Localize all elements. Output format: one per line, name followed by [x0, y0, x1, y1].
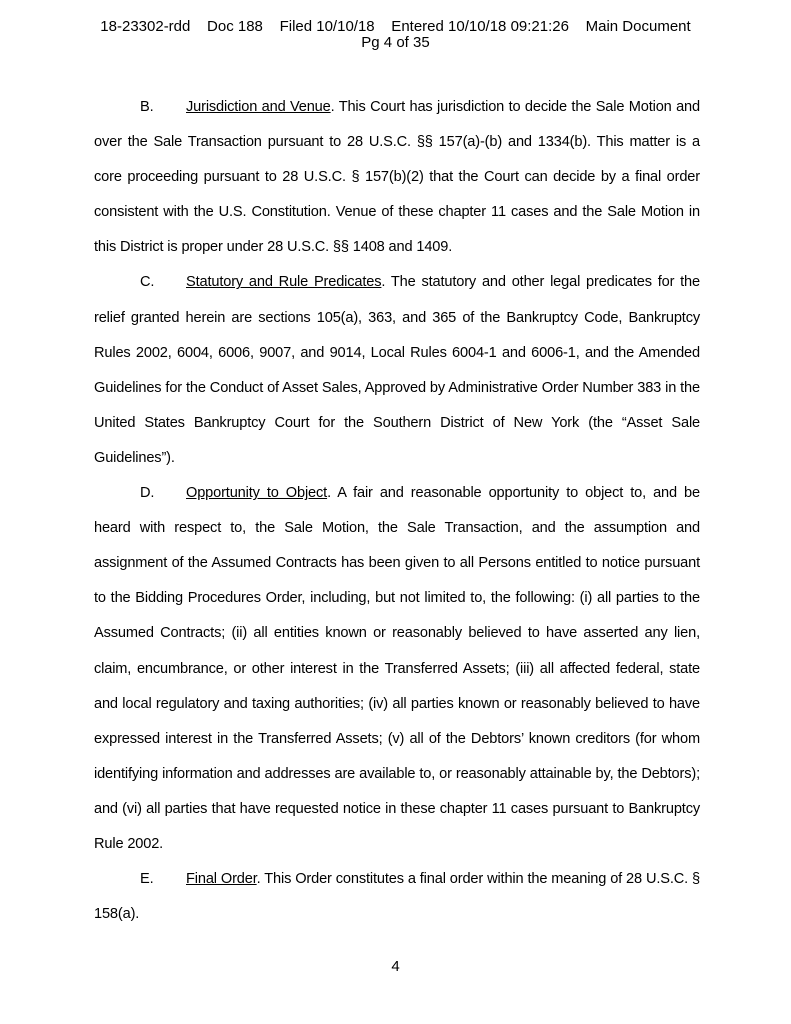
paragraph-jurisdiction: [94, 90, 700, 265]
paragraph-letter: D.: [140, 485, 155, 502]
paragraph-predicates: [94, 265, 700, 476]
paragraph-heading: Statutory and Rule Predicates: [186, 274, 382, 291]
paragraph-text: . The statutory and other legal predicates for the relief granted herein are sections 105(a), 363, and 365 of the Bankruptcy Code, Bankruptcy Rules 2002, 6004, 6006, 9007, and 9014, Local Rules 6004-1 and 6006-1, and the Amended Guidelines for the Conduct of Asset Sales, Approved by Administrative Order Number 383 in the United States Bankruptcy Court for the Southern District of New York (the “Asset Sale Guidelines”).: [94, 274, 700, 466]
case-info-line: 18-23302-rdd Doc 188 Filed 10/10/18 Entered 10/10/18 09:21:26 Main Document: [100, 18, 691, 35]
paragraph-text: . A fair and reasonable opportunity to object to, and be heard with respect to, the Sale Motion, the Sale Transaction, and the assumption and assignment of the Assumed Contracts has been given to all Persons entitled to notice pursuant to the Bidding Procedures Order, including, but not limited to, the following: (i) all parties to the Assumed Contracts; (ii) all entities known or reasonably believed to have asserted any lien, claim, encumbrance, or other interest in the Transferred Assets; (iii) all affected federal, state and local regulatory and taxing authorities; (iv) all parties known or reasonably believed to have expressed interest in the Transferred Assets; (v) all of the Debtors’ known creditors (for whom identifying information and addresses are available to, or reasonably attainable by, the Debtors); and (vi) all parties that have requested notice in these chapter 11 cases pursuant to Bankruptcy Rule 2002.: [94, 485, 700, 852]
page-number: 4: [391, 958, 400, 975]
paragraph-heading: Opportunity to Object: [186, 485, 328, 502]
paragraph-final-order: [94, 862, 700, 932]
paragraph-heading: Final Order: [186, 871, 257, 888]
document-body: [94, 90, 700, 932]
paragraph-letter: B.: [140, 99, 154, 115]
paragraph-text: . This Order constitutes a final order within the meaning of 28 U.S.C. § 158(a).: [94, 871, 700, 923]
paragraph-text: . This Court has jurisdiction to decide the Sale Motion and over the Sale Transaction pursuant to 28 U.S.C. §§ 157(a)-(b) and 1334(b). This matter is a core proceeding pursuant to 28 U.S.C. § 157(b)(2) that the Court can decide by a final order consistent with the U.S. Constitution. Venue of these chapter 11 cases and the Sale Motion in this District is proper under 28 U.S.C. §§ 1408 and 1409.: [94, 99, 700, 256]
page-count-line: Pg 4 of 35: [361, 34, 430, 51]
paragraph-letter: C.: [140, 274, 155, 291]
paragraph-heading: Jurisdiction and Venue: [186, 99, 331, 115]
paragraph-letter: E.: [140, 871, 154, 888]
paragraph-opportunity: [94, 476, 700, 862]
case-header: [0, 19, 791, 51]
